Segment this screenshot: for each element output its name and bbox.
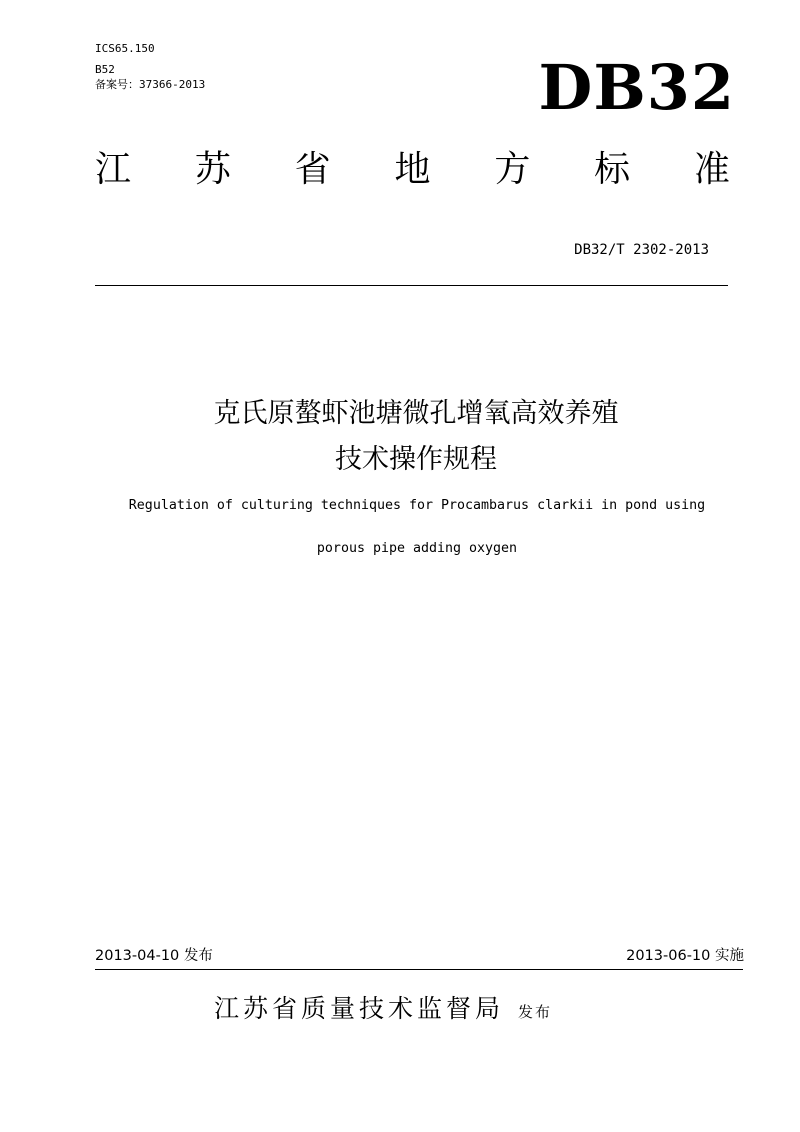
authority-title-char: 方 [494, 149, 531, 190]
publisher-suffix: 发布 [518, 1003, 553, 1021]
standard-number: DB32/T 2302-2013 [574, 242, 709, 258]
authority-title [95, 144, 730, 196]
authority-title-char: 地 [394, 149, 431, 190]
issue-date: 2013-04-10 发布 [95, 948, 213, 964]
ccs-code: B52 [95, 63, 115, 76]
publisher-name: 江苏省质量技术监督局 [214, 994, 505, 1023]
authority-title-char: 准 [693, 149, 730, 190]
publisher [214, 991, 552, 1030]
authority-title-char: 苏 [194, 149, 231, 190]
title-chinese-line-1: 克氏原螯虾池塘微孔增氧高效养殖 [213, 398, 619, 429]
document-metadata [95, 42, 205, 92]
filing-number: 备案号：37366-2013 [95, 78, 206, 91]
footer-divider [95, 969, 743, 970]
implementation-date: 2013-06-10 实施 [626, 948, 744, 964]
authority-title-char: 省 [294, 149, 331, 190]
title-english-line-1: Regulation of culturing techniques for Procambarus clarkii in pond using [128, 498, 706, 513]
header-divider [95, 285, 728, 286]
standard-code-logo: DB32 [538, 51, 735, 124]
ics-code: ICS65.150 [95, 42, 155, 55]
title-chinese-line-2: 技术操作规程 [335, 444, 497, 475]
title-english-line-2: porous pipe adding oxygen [316, 541, 518, 556]
authority-title-char: 标 [594, 149, 631, 190]
authority-title-char: 江 [95, 149, 132, 190]
